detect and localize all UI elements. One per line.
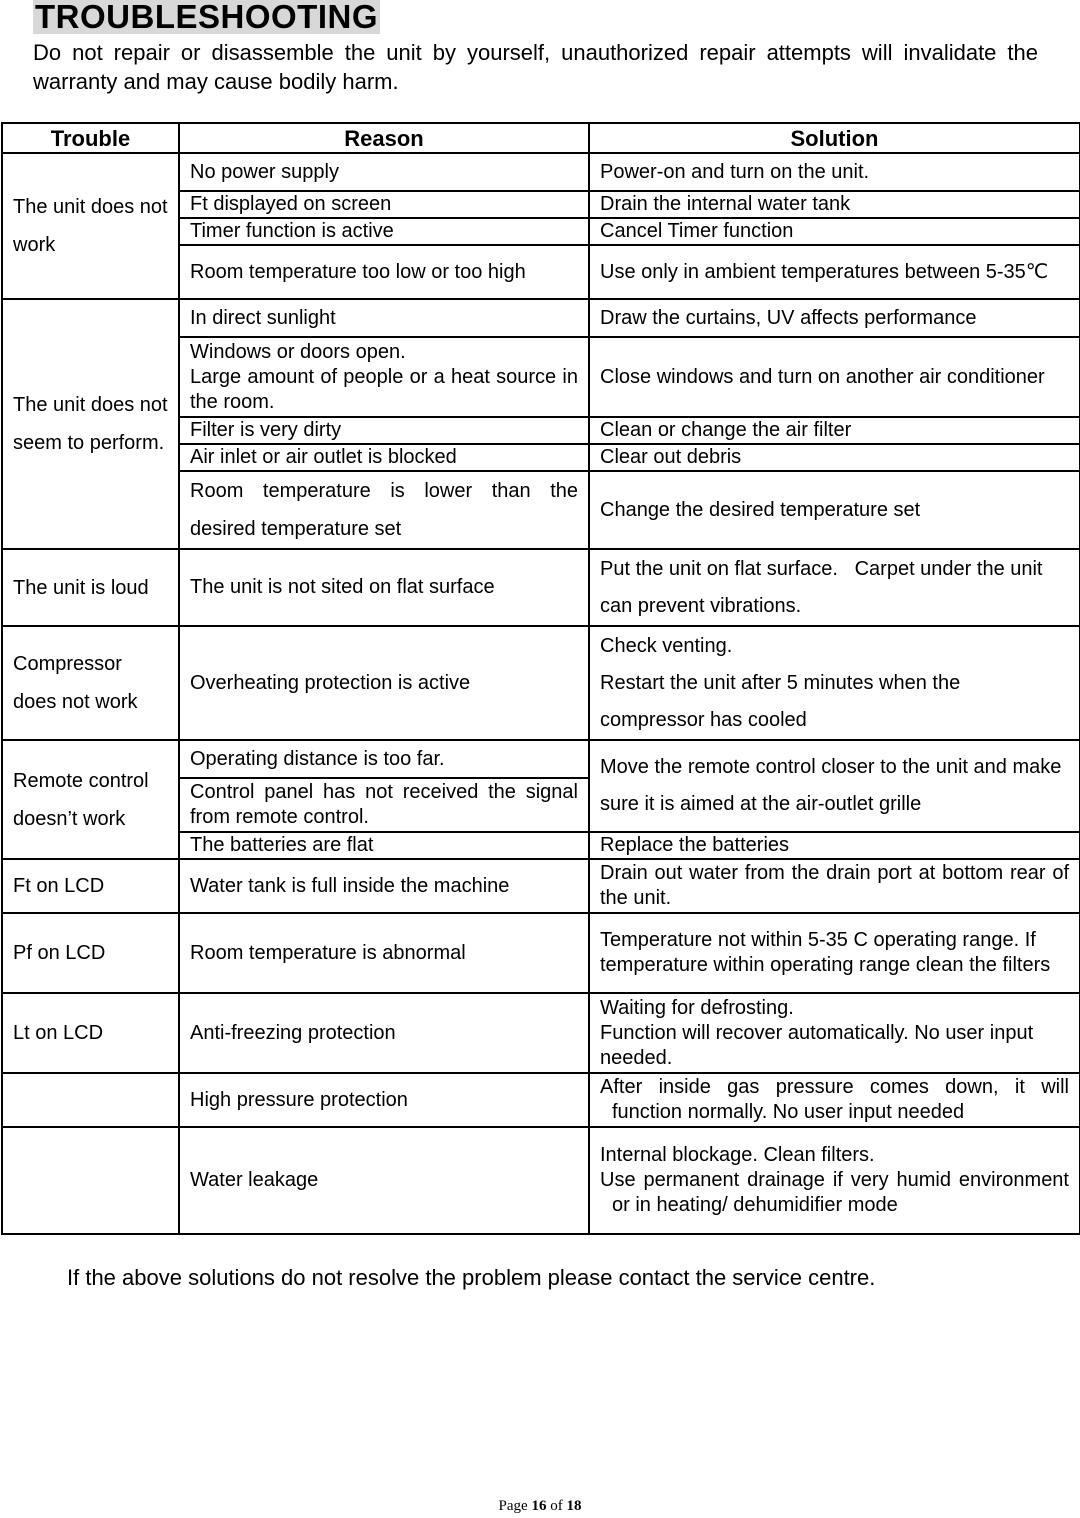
reason-cell: The unit is not sited on flat surface — [179, 549, 589, 626]
header-reason: Reason — [179, 123, 589, 153]
reason-cell: Operating distance is too far. — [179, 740, 589, 778]
table-row — [2, 626, 1080, 740]
warning-text: Do not repair or disassemble the unit by yourself, unauthorized repair attempts will invalidate the warranty and may cause bodily harm. — [33, 40, 1038, 94]
reason-cell: No power supply — [179, 153, 589, 191]
solution-cell — [589, 993, 1080, 1073]
page-title: TROUBLESHOOTING — [35, 0, 378, 35]
table-row — [2, 1073, 1080, 1127]
table-row — [2, 859, 1080, 913]
solution-cell: Clean or change the air filter — [589, 417, 1080, 444]
solution-cell — [589, 626, 1080, 740]
solution-cell: Put the unit on flat surface. Carpet under the unit can prevent vibrations. — [589, 549, 1080, 626]
solution-cell: Draw the curtains, UV affects performance — [589, 299, 1080, 337]
trouble-cell: The unit does not work — [2, 153, 179, 299]
reason-cell: Room temperature is abnormal — [179, 913, 589, 993]
reason-cell: Overheating protection is active — [179, 626, 589, 740]
troubleshooting-table — [1, 122, 1080, 1235]
solution-cell: Replace the batteries — [589, 832, 1080, 859]
reason-cell — [179, 337, 589, 417]
footer-note: If the above solutions do not resolve the problem please contact the service centre. — [67, 1265, 876, 1290]
solution-cell: Move the remote control closer to the unit and make sure it is aimed at the air-outlet grille — [589, 740, 1080, 832]
trouble-cell: Pf on LCD — [2, 913, 179, 993]
solution-cell: Drain the internal water tank — [589, 191, 1080, 218]
reason-line: Windows or doors open. — [190, 340, 406, 363]
solution-cell: Cancel Timer function — [589, 218, 1080, 245]
solution-line: Waiting for defrosting. — [600, 996, 794, 1019]
reason-cell: The batteries are flat — [179, 832, 589, 859]
solution-cell: Clear out debris — [589, 444, 1080, 471]
trouble-cell: Compressor does not work — [2, 626, 179, 740]
solution-line: Check venting. — [600, 634, 733, 657]
page-total: 18 — [566, 1498, 582, 1514]
trouble-cell: The unit does not seem to perform. — [2, 299, 179, 549]
reason-cell: Ft displayed on screen — [179, 191, 589, 218]
page-current: 16 — [531, 1498, 547, 1514]
trouble-cell: The unit is loud — [2, 549, 179, 626]
reason-cell: Air inlet or air outlet is blocked — [179, 444, 589, 471]
reason-cell: High pressure protection — [179, 1073, 589, 1127]
table-row — [2, 993, 1080, 1073]
reason-cell: Timer function is active — [179, 218, 589, 245]
reason-line: Large amount of people or a heat source in the room. — [190, 365, 578, 413]
header-trouble: Trouble — [2, 123, 179, 153]
solution-cell — [589, 1127, 1080, 1234]
reason-cell: In direct sunlight — [179, 299, 589, 337]
table-row — [2, 913, 1080, 993]
solution-cell: Change the desired temperature set — [589, 471, 1080, 549]
table-row — [2, 549, 1080, 626]
solution-line: Use permanent drainage if very humid environment or in heating/ dehumidifier mode — [600, 1169, 1069, 1216]
page-prefix: Page — [498, 1498, 528, 1514]
solution-line: function normally. No user input needed — [612, 1101, 965, 1123]
solution-cell: Power-on and turn on the unit. — [589, 153, 1080, 191]
solution-cell: Close windows and turn on another air conditioner — [589, 337, 1080, 417]
table-header-row — [2, 123, 1080, 153]
trouble-cell: Ft on LCD — [2, 859, 179, 913]
reason-cell: Anti-freezing protection — [179, 993, 589, 1073]
solution-line: Function will recover automatically. No user input needed. — [600, 1021, 1034, 1069]
table-row — [2, 1127, 1080, 1234]
reason-cell: Water leakage — [179, 1127, 589, 1234]
reason-cell: Filter is very dirty — [179, 417, 589, 444]
table-row — [2, 299, 1080, 337]
trouble-cell: Remote control doesn’t work — [2, 740, 179, 859]
reason-cell: Control panel has not received the signal from remote control. — [179, 778, 589, 832]
reason-cell: Room temperature too low or too high — [179, 245, 589, 299]
reason-cell: Room temperature is lower than the desired temperature set — [179, 471, 589, 549]
solution-cell: Temperature not within 5-35 C operating range. If temperature within operating range clean the filters — [589, 913, 1080, 993]
solution-line: After inside gas pressure comes down, it will — [600, 1076, 1069, 1098]
solution-line: Internal blockage. Clean filters. — [600, 1144, 875, 1166]
table-row — [2, 740, 1080, 778]
trouble-cell — [2, 1073, 179, 1127]
solution-cell: Use only in ambient temperatures between 5-35℃ — [589, 245, 1080, 299]
table-row — [2, 153, 1080, 191]
page-of: of — [550, 1498, 563, 1514]
trouble-cell: Lt on LCD — [2, 993, 179, 1073]
page-number — [0, 1498, 1080, 1515]
solution-line: Restart the unit after 5 minutes when the compressor has cooled — [600, 671, 961, 731]
header-solution: Solution — [589, 123, 1080, 153]
solution-cell: Drain out water from the drain port at bottom rear of the unit. — [589, 859, 1080, 913]
solution-cell — [589, 1073, 1080, 1127]
trouble-cell — [2, 1127, 179, 1234]
reason-cell: Water tank is full inside the machine — [179, 859, 589, 913]
